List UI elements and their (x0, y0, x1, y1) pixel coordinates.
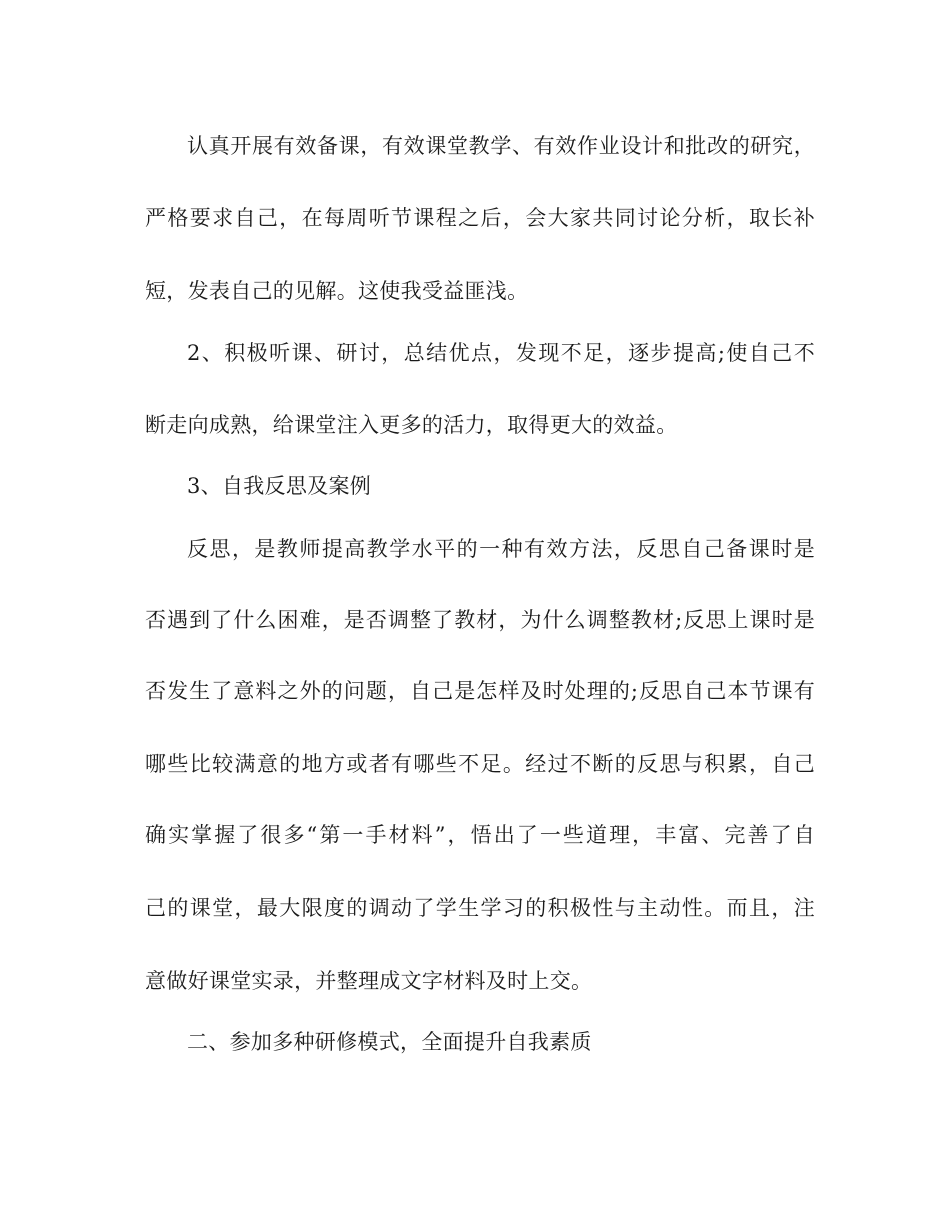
section-heading: 3、自我反思及案例 (187, 474, 372, 498)
paragraph-line: 短，发表自己的见解。这使我受益匪浅。 (145, 279, 529, 303)
paragraph-line: 认真开展有效备课，有效课堂教学、有效作业设计和批改的研究， (187, 134, 815, 158)
paragraph-line: 否发生了意料之外的问题，自己是怎样及时处理的;反思自己本节课有 (145, 679, 815, 703)
paragraph-line: 意做好课堂实录，并整理成文字材料及时上交。 (145, 969, 593, 993)
paragraph-line: 严格要求自己，在每周听节课程之后，会大家共同讨论分析，取长补 (145, 206, 815, 230)
paragraph-line: 己的课堂，最大限度的调动了学生学习的积极性与主动性。而且，注 (145, 896, 815, 920)
paragraph-line: 哪些比较满意的地方或者有哪些不足。经过不断的反思与积累，自己 (145, 752, 815, 776)
paragraph-line: 2、积极听课、研讨，总结优点，发现不足，逐步提高;使自己不 (187, 341, 815, 365)
paragraph-line: 反思，是教师提高教学水平的一种有效方法，反思自己备课时是 (187, 537, 815, 561)
paragraph-line: 否遇到了什么困难，是否调整了教材，为什么调整教材;反思上课时是 (145, 608, 815, 632)
section-heading: 二、参加多种研修模式，全面提升自我素质 (187, 1030, 592, 1054)
paragraph-line: 断走向成熟，给课堂注入更多的活力，取得更大的效益。 (145, 413, 678, 437)
paragraph-line: 确实掌握了很多“第一手材料”，悟出了一些道理，丰富、完善了自 (145, 823, 815, 847)
